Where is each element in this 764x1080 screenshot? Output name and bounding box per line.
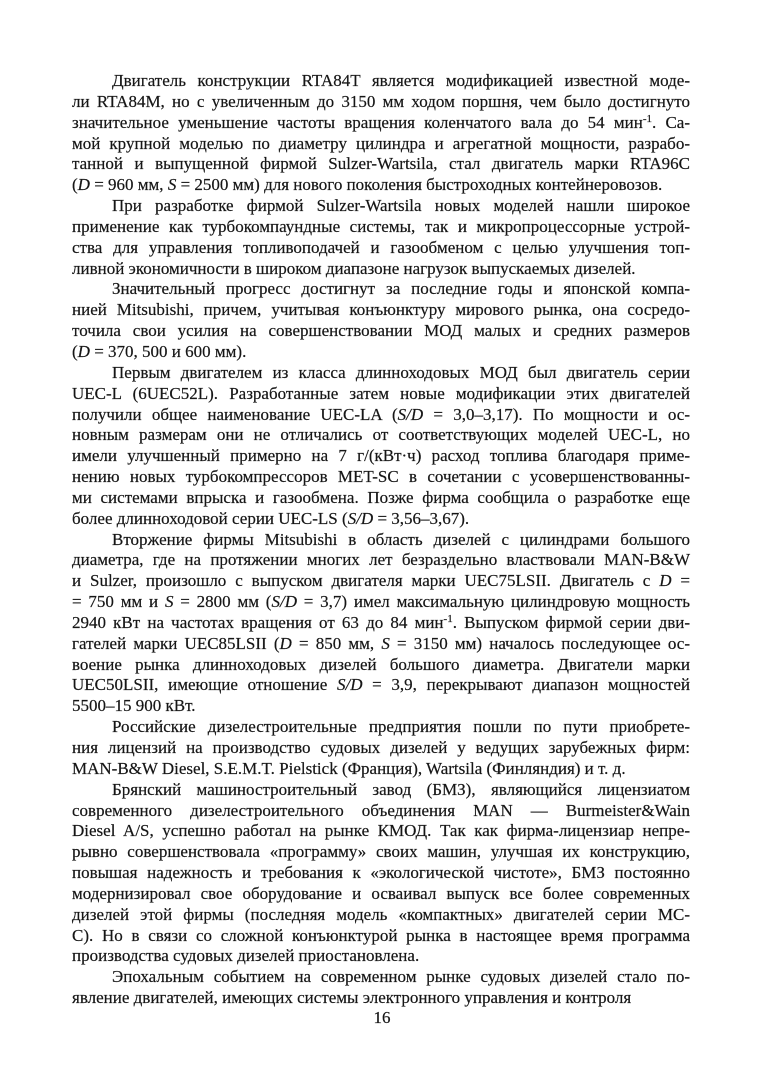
- text-segment: значительное уменьшение частоты вращения коленчатого вала до 54 мин: [72, 112, 643, 132]
- text-line: [72, 780, 690, 801]
- text-line: [72, 988, 690, 1009]
- text-line: [72, 71, 690, 92]
- paragraph: [72, 967, 690, 1009]
- text-segment: ливной экономичности в широком диапазоне нагрузок выпускаемых дизелей.: [72, 258, 636, 278]
- variable-symbol: D: [279, 633, 292, 653]
- variable-symbol: S/D: [336, 675, 363, 695]
- text-segment: явление двигателей, имеющих системы электронного управления и контроля: [72, 988, 632, 1008]
- text-segment: производства судовых дизелей приостановлена.: [72, 946, 420, 966]
- text-line: [72, 279, 690, 300]
- variable-symbol: D: [659, 571, 672, 591]
- text-line: [72, 821, 690, 842]
- text-segment: применение как турбокомпаундные системы, так и микропроцессорные устрой-: [72, 216, 690, 236]
- text-line: [72, 863, 690, 884]
- text-line: [72, 175, 690, 196]
- text-line: [72, 717, 690, 738]
- text-line: [72, 446, 690, 467]
- text-segment: Эпохальным событием на современном рынке судовых дизелей стало по-: [112, 967, 690, 987]
- text-segment: = 960 мм,: [89, 175, 168, 195]
- text-line: [72, 613, 690, 634]
- paragraph: [72, 71, 690, 196]
- text-line: [72, 905, 690, 926]
- variable-symbol: S: [381, 633, 390, 653]
- text-segment: = 3,7) имел максимальную цилиндровую мощность: [296, 592, 691, 612]
- variable-symbol: S/D: [397, 404, 424, 424]
- text-segment: = 2800 мм (: [173, 592, 272, 612]
- text-segment: повышая надежность и требования к «экологической чистоте», БМЗ постоянно: [72, 863, 690, 883]
- text-line: [72, 300, 690, 321]
- text-line: [72, 738, 690, 759]
- variable-symbol: S/D: [271, 592, 297, 612]
- paragraph: [72, 717, 690, 780]
- text-segment: . Са-: [652, 112, 690, 132]
- text-segment: и Sulzer, произошло с выпуском двигателя марки UEC75LSII. Двигатель с: [72, 571, 660, 591]
- text-line: [72, 675, 690, 696]
- text-line: [72, 550, 690, 571]
- text-line: [72, 634, 690, 655]
- text-segment: дизелей этой фирмы (последняя модель «компактных» двигателей серии MC-: [72, 904, 690, 924]
- text-line: [72, 967, 690, 988]
- text-segment: Российские дизелестроительные предприятия пошли по пути приобрете-: [112, 717, 690, 737]
- text-line: [72, 134, 690, 155]
- superscript: -1: [642, 112, 652, 125]
- text-segment: UEC-L (6UEC52L). Разработанные затем новые модификации этих двигателей: [72, 383, 690, 403]
- variable-symbol: S/D: [347, 508, 374, 528]
- text-segment: = 3,0–3,17). По мощности и ос-: [423, 404, 690, 424]
- page-number: 16: [373, 1008, 391, 1027]
- text-segment: 5500–15 900 кВт.: [72, 696, 196, 716]
- text-line: [72, 342, 690, 363]
- text-line: [72, 92, 690, 113]
- variable-symbol: S: [167, 175, 177, 195]
- text-line: [72, 113, 690, 134]
- text-segment: При разработке фирмой Sulzer-Wartsila новых моделей нашли широкое: [112, 196, 690, 216]
- text-segment: ния лицензий на производство судовых дизелей у ведущих зарубежных фирм:: [72, 738, 690, 757]
- text-segment: 2940 кВт на частотах вращения от 63 до 84 мин: [72, 612, 444, 632]
- text-line: [72, 655, 690, 676]
- text-line: [72, 405, 690, 426]
- text-segment: модернизировал свое оборудование и осваивал выпуск все более современных: [72, 883, 690, 903]
- text-line: [72, 946, 690, 967]
- text-line: [72, 384, 690, 405]
- text-segment: рывно совершенствовала «программу» своих машин, улучшая их конструкцию,: [72, 842, 690, 862]
- text-segment: (: [72, 175, 78, 195]
- text-segment: воение рынка длинноходовых дизелей большого диаметра. Двигатели марки: [72, 654, 690, 674]
- text-segment: танной и выпущенной фирмой Sulzer-Wartsila, стал двигатель марки RTA96C: [72, 154, 690, 174]
- variable-symbol: D: [77, 175, 90, 195]
- text-line: [72, 696, 690, 717]
- text-line: [72, 217, 690, 238]
- text-segment: Брянский машиностроительный завод (БМЗ), являющийся лицензиатом: [112, 779, 690, 799]
- paragraph: [72, 530, 690, 718]
- text-line: [72, 842, 690, 863]
- text-segment: ства для управления топливоподачей и газообменом с целью улучшения топ-: [72, 237, 690, 257]
- text-segment: (: [72, 341, 78, 361]
- text-segment: = 3,56–3,67).: [373, 508, 470, 528]
- text-segment: = 750 мм и: [72, 592, 165, 612]
- text-line: [72, 801, 690, 822]
- paragraph: [72, 363, 690, 530]
- text-line: [72, 509, 690, 530]
- text-line: [72, 196, 690, 217]
- variable-symbol: D: [77, 341, 90, 361]
- text-line: [72, 759, 690, 780]
- text-line: [72, 926, 690, 947]
- text-segment: C). Но в связи со сложной конъюнктурой рынка в настоящее время программа: [72, 925, 690, 945]
- text-segment: MAN-B&W Diesel, S.E.M.T. Pielstick (Франция), Wartsila (Финляндия) и т. д.: [72, 758, 626, 778]
- text-line: [72, 259, 690, 280]
- text-line: [72, 363, 690, 384]
- text-block: [72, 71, 690, 1009]
- text-segment: UEC50LSII, имеющие отношение: [72, 675, 337, 695]
- text-segment: современного дизелестроительного объединения MAN — Burmeister&Wain: [72, 800, 690, 820]
- text-line: [72, 154, 690, 175]
- text-segment: = 850 мм,: [291, 633, 382, 653]
- text-segment: имели улучшенный примерно на 7 г/(кВт·ч) расход топлива благодаря приме-: [72, 446, 690, 466]
- text-segment: более длинноходовой серии UEC-LS (: [72, 508, 348, 528]
- text-segment: Diesel A/S, успешно работал на рынке КМОД. Так как фирма-лицензиар непре-: [72, 821, 690, 841]
- text-segment: диаметра, где на протяжении многих лет безраздельно властвовали MAN-B&W: [72, 550, 690, 570]
- text-segment: Двигатель конструкции RTA84T является модификацией известной моде-: [112, 71, 690, 90]
- text-segment: = 2500 мм) для нового поколения быстроходных контейнеровозов.: [176, 175, 663, 195]
- text-segment: гателей марки UEC85LSII (: [72, 633, 280, 653]
- text-segment: нению новых турбокомпрессоров MET-SC в сочетании с усовершенствованны-: [72, 467, 690, 487]
- variable-symbol: S: [164, 592, 174, 612]
- text-segment: =: [671, 571, 690, 591]
- text-segment: получили общее наименование UEC-LA (: [72, 404, 398, 424]
- paragraph: [72, 279, 690, 362]
- text-segment: Вторжение фирмы Mitsubishi в область дизелей с цилиндрами большого: [112, 529, 690, 549]
- text-segment: ли RTA84M, но с увеличенным до 3150 мм ходом поршня, чем было достигнуто: [72, 91, 690, 111]
- text-line: [72, 238, 690, 259]
- text-line: [72, 488, 690, 509]
- text-line: [72, 530, 690, 551]
- paragraph: [72, 780, 690, 968]
- text-line: [72, 321, 690, 342]
- text-line: [72, 571, 690, 592]
- paragraph: [72, 196, 690, 279]
- text-segment: нией Mitsubishi, причем, учитывая конъюнктуру мирового рынка, она сосредо-: [72, 300, 690, 320]
- superscript: -1: [443, 612, 453, 625]
- text-segment: Первым двигателем из класса длинноходовых МОД был двигатель серии: [112, 362, 690, 382]
- text-line: [72, 425, 690, 446]
- text-segment: точила свои усилия на совершенствовании МОД малых и средних размеров: [72, 321, 690, 341]
- text-segment: = 370, 500 и 600 мм).: [89, 341, 247, 361]
- text-segment: новным размерам они не отличались от соответствующих моделей UEC-L, но: [72, 425, 690, 445]
- text-segment: ми системами впрыска и газообмена. Позже фирма сообщила о разработке еще: [72, 487, 690, 507]
- text-line: [72, 592, 690, 613]
- text-segment: мой крупной моделью по диаметру цилиндра и агрегатной мощности, разрабо-: [72, 133, 690, 153]
- text-line: [72, 467, 690, 488]
- text-line: [72, 884, 690, 905]
- text-segment: = 3,9, перекрывают диапазон мощностей: [362, 675, 690, 695]
- text-segment: = 3150 мм) началось последующее ос-: [389, 633, 690, 653]
- text-segment: Значительный прогресс достигнут за последние годы и японской компа-: [112, 279, 690, 299]
- text-segment: . Выпуском фирмой серии дви-: [452, 612, 690, 632]
